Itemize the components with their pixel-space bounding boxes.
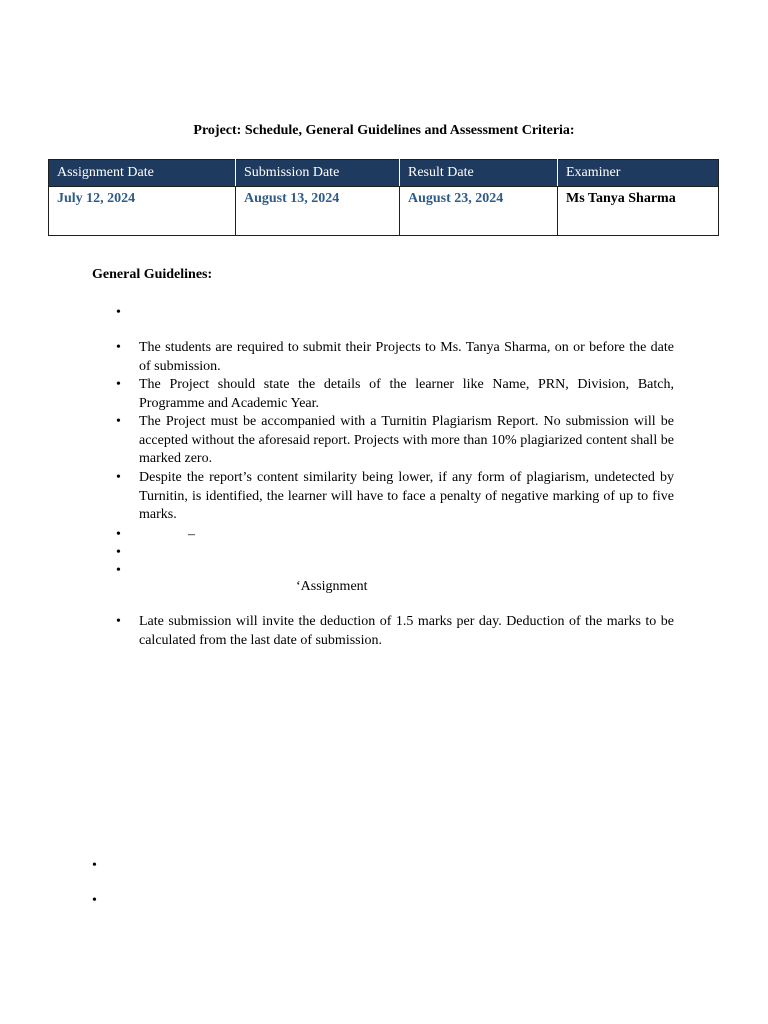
bullet-icon: • [116, 340, 121, 355]
list-item-text: – [188, 527, 195, 542]
bullet-icon: • [116, 414, 121, 429]
header-result-date: Result Date [400, 160, 558, 187]
bullet-icon: • [92, 893, 97, 908]
bullet-icon: • [116, 614, 121, 629]
bullet-icon: • [116, 545, 121, 560]
list-item-text: The students are required to submit their Projects to Ms. Tanya Sharma, on or before the date of submission. [139, 340, 674, 374]
bullet-icon: • [116, 377, 121, 392]
schedule-header-row [49, 160, 719, 187]
general-guidelines-heading: General Guidelines: [92, 267, 213, 282]
header-examiner: Examiner [558, 160, 719, 187]
header-submission-date: Submission Date [236, 160, 400, 187]
bullet-icon: • [116, 305, 121, 320]
schedule-table [48, 159, 719, 236]
bullet-icon: • [116, 527, 121, 542]
assignment-date-value: July 12, 2024 [49, 187, 236, 236]
bullet-icon: • [92, 858, 97, 873]
bullet-icon: • [116, 563, 121, 578]
examiner-value: Ms Tanya Sharma [558, 187, 719, 236]
header-assignment-date: Assignment Date [49, 160, 236, 187]
result-date-value: August 23, 2024 [400, 187, 558, 236]
list-item-text: Despite the report’s content similarity being lower, if any form of plagiarism, undetected by Turnitin, is identified, the learner will have to face a penalty of negative marking of up to five marks. [139, 470, 674, 522]
submission-date-value: August 13, 2024 [236, 187, 400, 236]
assignment-fragment-text: ‘Assignment [296, 579, 368, 594]
list-item-text: The Project should state the details of the learner like Name, PRN, Division, Batch, Programme and Academic Year. [139, 377, 674, 411]
page-title: Project: Schedule, General Guidelines and Assessment Criteria: [193, 123, 575, 138]
list-item-text: The Project must be accompanied with a Turnitin Plagiarism Report. No submission will be accepted without the aforesaid report. Projects with more than 10% plagiarized content shall be marked zero. [139, 414, 674, 466]
schedule-value-row [49, 187, 719, 236]
list-item-text: Late submission will invite the deduction of 1.5 marks per day. Deduction of the marks to be calculated from the last date of submission. [139, 614, 674, 648]
bullet-icon: • [116, 470, 121, 485]
